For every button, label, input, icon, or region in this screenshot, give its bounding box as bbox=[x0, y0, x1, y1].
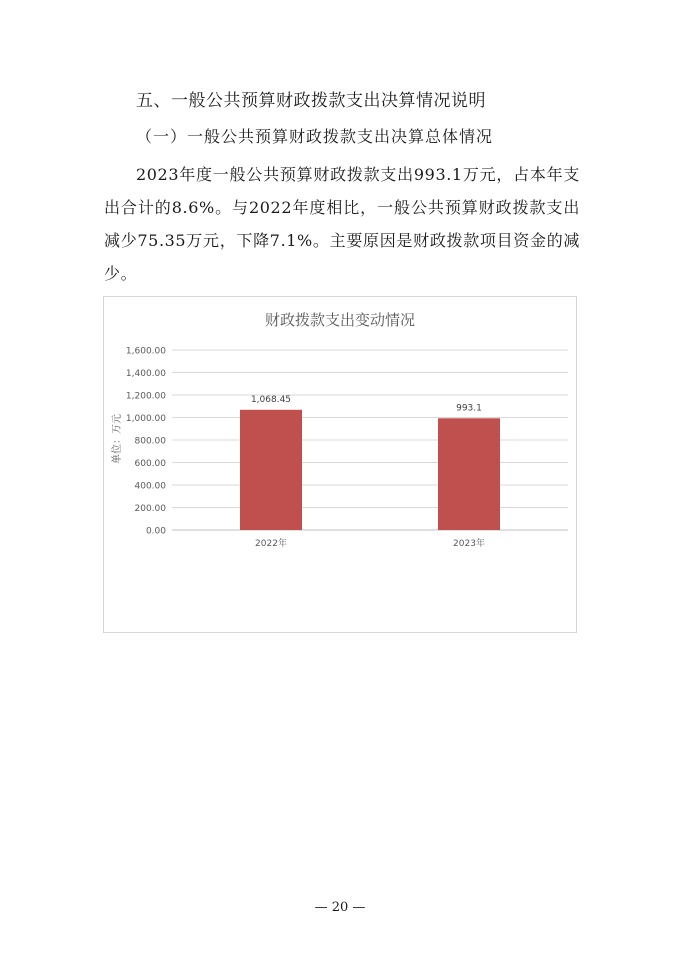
x-tick-labels bbox=[255, 537, 485, 549]
y-tick-label: 1,600.00 bbox=[125, 346, 166, 357]
data-label: 1,068.45 bbox=[250, 394, 292, 405]
y-tick-label: 200.00 bbox=[134, 504, 166, 514]
data-label: 993.1 bbox=[456, 403, 482, 414]
y-axis-label: 单位：万元 bbox=[112, 414, 123, 464]
grid-lines bbox=[172, 350, 568, 530]
bars bbox=[240, 410, 500, 530]
y-tick-label: 800.00 bbox=[134, 436, 166, 447]
y-tick-labels bbox=[126, 347, 166, 537]
chart-canvas bbox=[104, 297, 576, 632]
x-tick-label: 2023年 bbox=[453, 539, 485, 549]
y-tick-label: 1,400.00 bbox=[125, 369, 166, 379]
bar bbox=[438, 418, 500, 530]
subsection-heading: （一）一般公共预算财政拨款支出决算总体情况 bbox=[136, 127, 494, 146]
y-tick-label: 1,000.00 bbox=[125, 414, 166, 424]
y-tick-label: 1,200.00 bbox=[125, 391, 166, 402]
bar bbox=[240, 410, 302, 530]
y-tick-label: 0.00 bbox=[145, 526, 166, 537]
y-tick-label: 600.00 bbox=[134, 459, 166, 469]
bar-chart bbox=[103, 296, 577, 633]
x-tick-label: 2022年 bbox=[255, 539, 287, 549]
page-number: — 20 — bbox=[314, 900, 366, 915]
chart-title: 财政拨款支出变动情况 bbox=[264, 311, 416, 329]
y-tick-label: 400.00 bbox=[134, 481, 166, 492]
body-paragraph: 2023年度一般公共预算财政拨款支出993.1万元，占本年支出合计的8.6%。与2022年度相比，一般公共预算财政拨款支出减少75.35万元，下降7.1%。主要原因是财政拨款项目资金的减少。 bbox=[104, 165, 580, 283]
section-heading: 五、一般公共预算财政拨款支出决算情况说明 bbox=[136, 91, 486, 111]
